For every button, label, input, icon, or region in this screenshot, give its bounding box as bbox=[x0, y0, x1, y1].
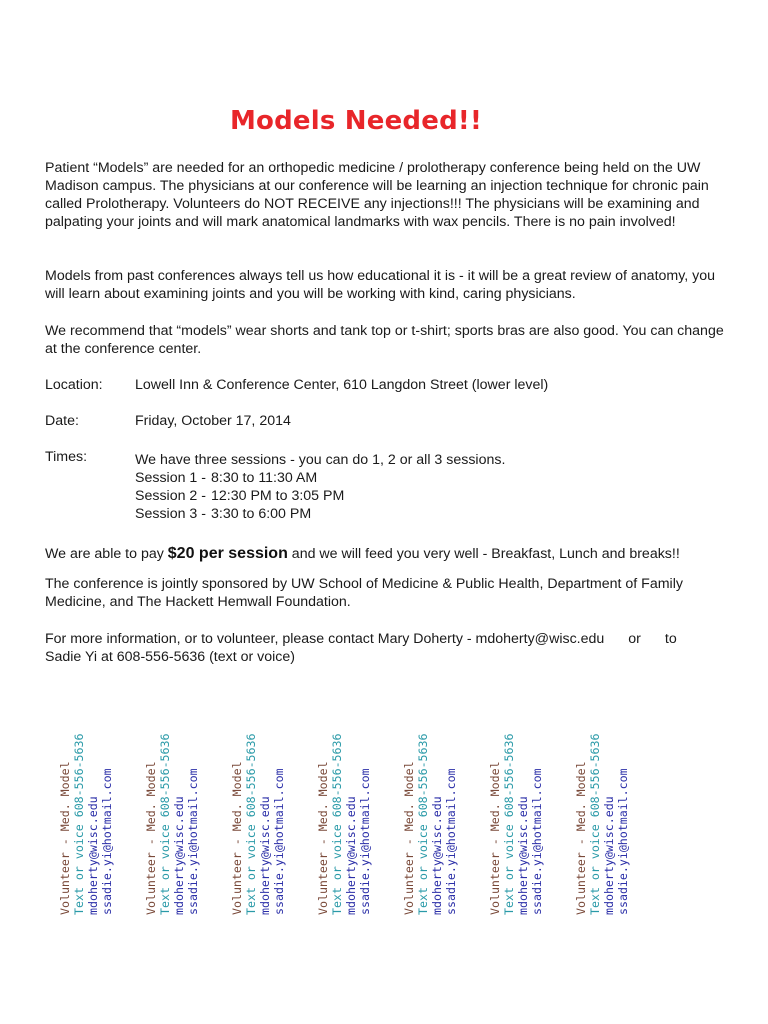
session-row bbox=[135, 505, 505, 523]
tear-off-email-alt: ssadie.yi@hotmail.com bbox=[100, 768, 114, 915]
contact-line2: Sadie Yi at 608-556-5636 (text or voice) bbox=[45, 649, 296, 665]
location-label: Location: bbox=[45, 377, 103, 393]
contact-to: to bbox=[664, 631, 677, 647]
date-label: Date: bbox=[45, 413, 79, 429]
tear-off-title: Volunteer - Med. Model bbox=[574, 761, 588, 915]
tear-off-strip[interactable] bbox=[230, 715, 286, 915]
tear-off-phone: Text or voice 608-556-5636 bbox=[158, 733, 172, 915]
session-row bbox=[135, 487, 505, 505]
sponsor-paragraph: The conference is jointly sponsored by UW School of Medicine & Public Health, Department of Family Medicine, and The Hackett Hemwall Foundation. bbox=[45, 576, 683, 610]
times-intro: We have three sessions - you can do 1, 2 or all 3 sessions. bbox=[135, 452, 506, 468]
contact-line1: For more information, or to volunteer, please contact Mary Doherty - mdoherty@wisc.edu bbox=[45, 631, 605, 647]
tear-off-strip[interactable] bbox=[316, 715, 372, 915]
tear-off-email: mdoherty@wisc.edu bbox=[258, 796, 272, 915]
tear-off-phone: Text or voice 608-556-5636 bbox=[588, 733, 602, 915]
session-name: Session 1 - bbox=[135, 470, 206, 486]
tear-off-email: mdoherty@wisc.edu bbox=[344, 796, 358, 915]
session-name: Session 3 - bbox=[135, 506, 206, 522]
location-value: Lowell Inn & Conference Center, 610 Langdon Street (lower level) bbox=[135, 377, 549, 393]
session-time: 8:30 to 11:30 AM bbox=[211, 470, 318, 486]
session-time: 12:30 PM to 3:05 PM bbox=[211, 488, 345, 504]
tear-off-strip[interactable] bbox=[574, 715, 630, 915]
tear-off-email-alt: ssadie.yi@hotmail.com bbox=[616, 768, 630, 915]
tear-off-email-alt: ssadie.yi@hotmail.com bbox=[444, 768, 458, 915]
tear-off-email: mdoherty@wisc.edu bbox=[172, 796, 186, 915]
tear-off-phone: Text or voice 608-556-5636 bbox=[72, 733, 86, 915]
tear-off-email-alt: ssadie.yi@hotmail.com bbox=[358, 768, 372, 915]
tear-off-strip[interactable] bbox=[402, 715, 458, 915]
tear-off-email: mdoherty@wisc.edu bbox=[430, 796, 444, 915]
tear-off-email: mdoherty@wisc.edu bbox=[86, 796, 100, 915]
tear-off-email: mdoherty@wisc.edu bbox=[516, 796, 530, 915]
payment-line bbox=[45, 545, 745, 563]
date-value: Friday, October 17, 2014 bbox=[135, 413, 291, 429]
tear-off-phone: Text or voice 608-556-5636 bbox=[416, 733, 430, 915]
tear-off-email-alt: ssadie.yi@hotmail.com bbox=[530, 768, 544, 915]
tear-off-strips bbox=[0, 715, 768, 1015]
attire-paragraph: We recommend that “models” wear shorts and tank top or t-shirt; sports bras are also good. You can change at the conference center. bbox=[45, 323, 724, 357]
tear-off-title: Volunteer - Med. Model bbox=[488, 761, 502, 915]
tear-off-email-alt: ssadie.yi@hotmail.com bbox=[186, 768, 200, 915]
contact-or: or bbox=[628, 631, 641, 647]
tear-off-phone: Text or voice 608-556-5636 bbox=[502, 733, 516, 915]
tear-off-strip[interactable] bbox=[58, 715, 114, 915]
tear-off-title: Volunteer - Med. Model bbox=[402, 761, 416, 915]
flyer-title: Models Needed!! bbox=[229, 106, 483, 136]
contact-paragraph bbox=[45, 630, 735, 666]
times-label: Times: bbox=[45, 449, 88, 465]
sessions-block bbox=[135, 451, 505, 523]
testimonial-paragraph: Models from past conferences always tell us how educational it is - it will be a great review of anatomy, you will learn about examining joints and you will be working with kind, caring physicians. bbox=[45, 268, 716, 302]
payment-amount: $20 per session bbox=[167, 545, 288, 562]
tear-off-email: mdoherty@wisc.edu bbox=[602, 796, 616, 915]
payment-before: We are able to pay bbox=[45, 546, 168, 562]
payment-after: and we will feed you very well - Breakfast, Lunch and breaks!! bbox=[287, 546, 680, 562]
session-time: 3:30 to 6:00 PM bbox=[211, 506, 312, 522]
tear-off-strip[interactable] bbox=[144, 715, 200, 915]
session-row bbox=[135, 469, 505, 487]
intro-paragraph: Patient “Models” are needed for an orthopedic medicine / prolotherapy conference being held on the UW Madison campus. The physicians at our conference will be learning an injection technique for chronic pain called Prolotherapy. Volunteers do NOT RECEIVE any injections!!! The physicians will be examining and palpating your joints and will mark anatomical landmarks with wax pencils. There is no pain involved! bbox=[45, 160, 709, 230]
tear-off-email-alt: ssadie.yi@hotmail.com bbox=[272, 768, 286, 915]
session-name: Session 2 - bbox=[135, 488, 206, 504]
tear-off-title: Volunteer - Med. Model bbox=[58, 761, 72, 915]
tear-off-title: Volunteer - Med. Model bbox=[144, 761, 158, 915]
tear-off-title: Volunteer - Med. Model bbox=[230, 761, 244, 915]
tear-off-strip[interactable] bbox=[488, 715, 544, 915]
tear-off-phone: Text or voice 608-556-5636 bbox=[330, 733, 344, 915]
tear-off-title: Volunteer - Med. Model bbox=[316, 761, 330, 915]
tear-off-phone: Text or voice 608-556-5636 bbox=[244, 733, 258, 915]
